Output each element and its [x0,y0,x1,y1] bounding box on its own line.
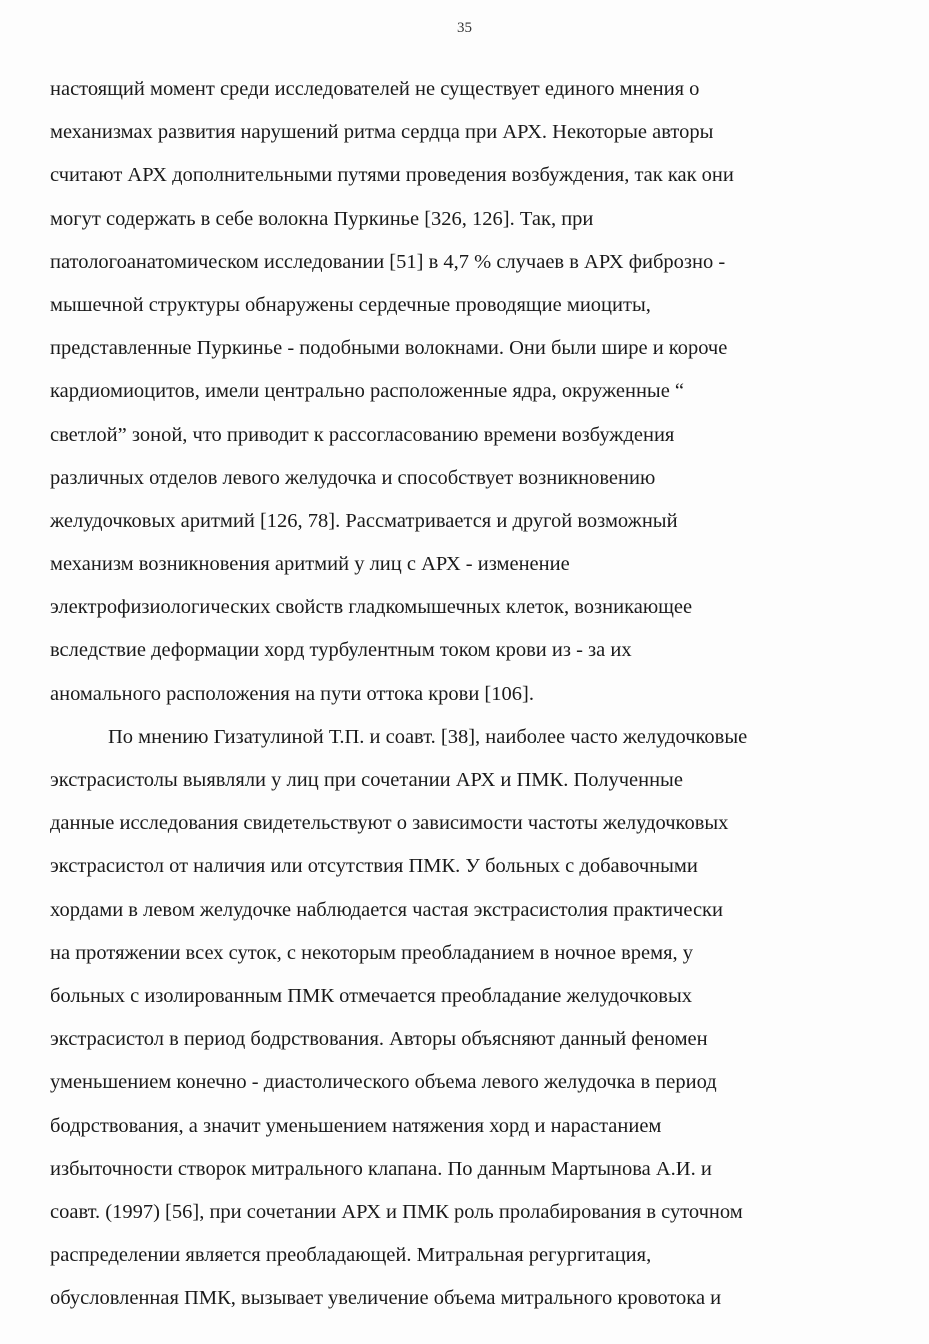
text-line: экстрасистолы выявляли у лиц при сочетании АРХ и ПМК. Полученные [50,769,683,791]
text-line: патологоанатомическом исследовании [51] в 4,7 % случаев в АРХ фиброзно - [50,250,726,273]
text-line: различных отделов левого желудочка и способствует возникновению [50,466,656,489]
text-line: желудочковых аритмий [126, 78]. Рассматривается и другой возможный [50,509,678,532]
text-line: считают АРХ дополнительными путями проведения возбуждения, так как они [50,164,734,187]
text-line: механизм возникновения аритмий у лиц с АРХ - изменение [50,553,570,576]
text-line: хордами в левом желудочке наблюдается частая экстрасистолия практически [50,898,723,921]
text-line: мышечной структуры обнаружены сердечные проводящие миоциты, [50,293,651,316]
text-line: на протяжении всех суток, с некоторым преобладанием в ночное время, у [50,941,694,964]
text-line: данные исследования свидетельствуют о зависимости частоты желудочковых [50,812,729,835]
text-line: уменьшением конечно - диастолического объема левого желудочка в период [50,1071,717,1094]
text-line: механизмах развития нарушений ритма сердца при АРХ. Некоторые авторы [50,121,714,144]
text-line: обусловленная ПМК, вызывает увеличение объема митрального кровотока и [50,1287,722,1310]
text-line: электрофизиологических свойств гладкомышечных клеток, возникающее [50,596,693,619]
text-line: представленные Пуркинье - подобными волокнами. Они были шире и короче [50,337,728,360]
text-line: могут содержать в себе волокна Пуркинье [326, 126]. Так, при [50,207,594,230]
paragraph-first-line: По мнению Гизатулиной Т.П. и соавт. [38], наиболее часто желудочковые [108,725,748,748]
body-text [50,68,900,1320]
text-line: светлой” зоной, что приводит к рассогласованию времени возбуждения [50,423,675,446]
text-line: избыточности створок митрального клапана. По данным Мартынова А.И. и [50,1157,712,1180]
page-number: 35 [457,20,472,36]
text-line: экстрасистол от наличия или отсутствия ПМК. У больных с добавочными [50,855,698,878]
text-line: кардиомиоцитов, имели центрально расположенные ядра, окруженные “ [50,380,685,403]
text-line: настоящий момент среди исследователей не существует единого мнения о [50,78,700,100]
text-line: вследствие деформации хорд турбулентным током крови из - за их [50,639,632,662]
text-line: распределении является преобладающей. Митральная регургитация, [50,1244,652,1267]
text-line: больных с изолированным ПМК отмечается преобладание желудочковых [50,984,693,1007]
text-line: бодрствования, а значит уменьшением натяжения хорд и нарастанием [50,1114,662,1137]
text-line: соавт. (1997) [56], при сочетании АРХ и ПМК роль пролабирования в суточном [50,1200,743,1223]
text-line: аномального расположения на пути оттока крови [106]. [50,682,534,705]
text-line: экстрасистол в период бодрствования. Авторы объясняют данный феномен [50,1028,708,1051]
